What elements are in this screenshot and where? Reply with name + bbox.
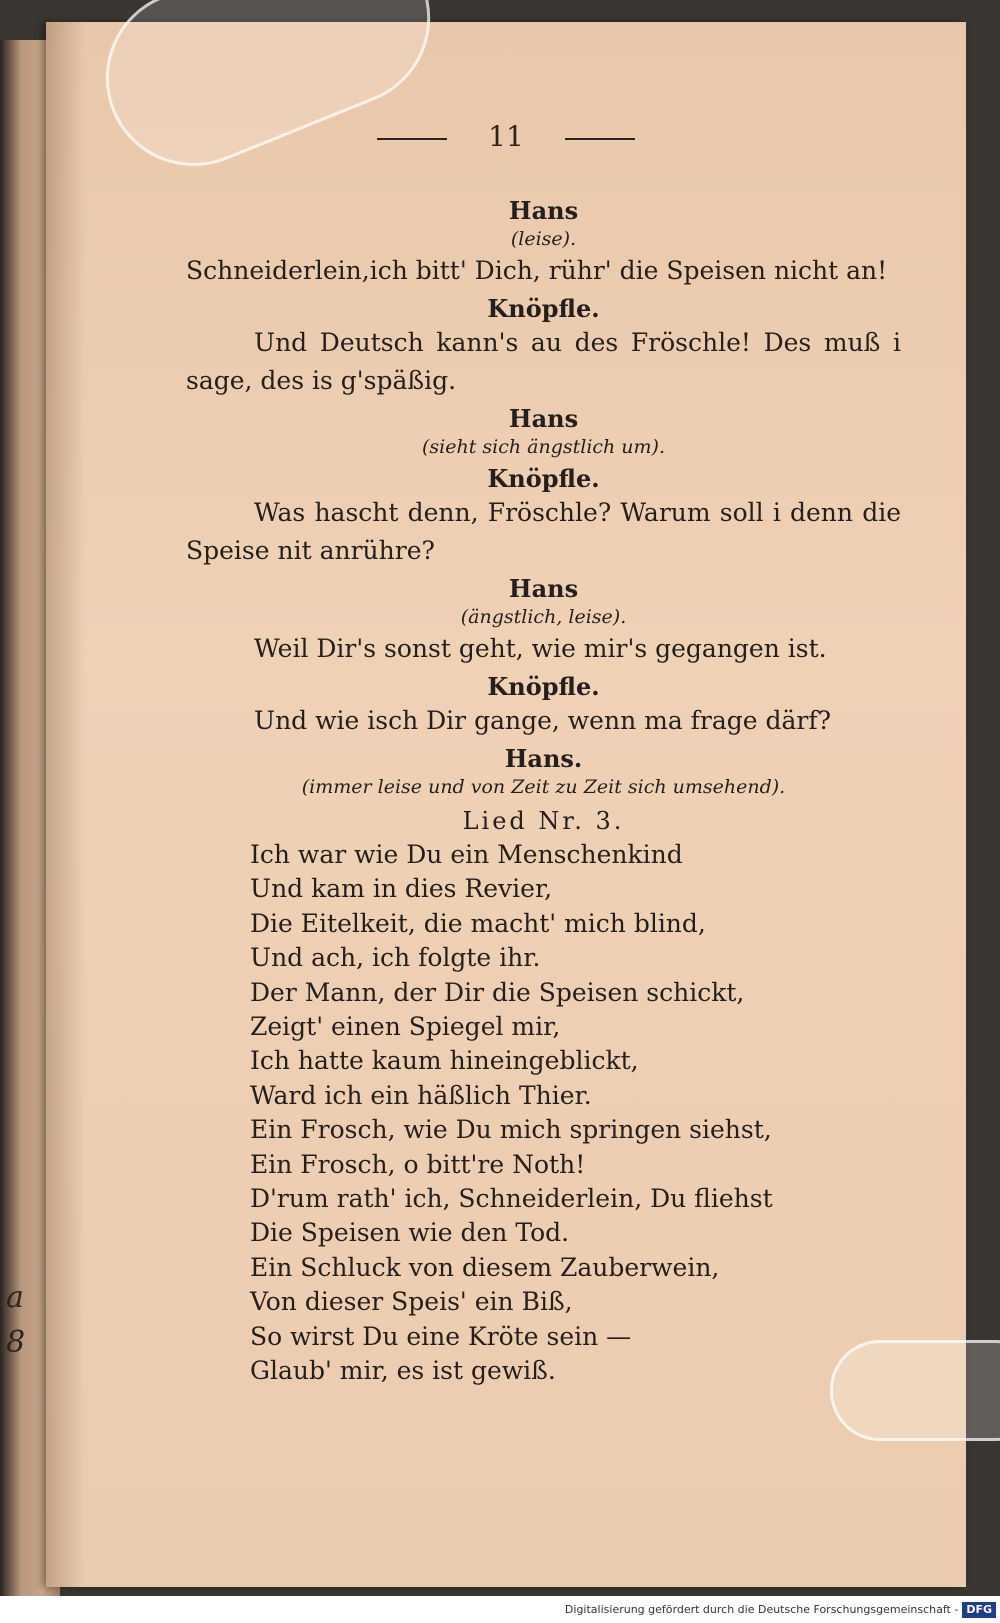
stage-direction: (immer leise und von Zeit zu Zeit sich umsehend). [301,776,786,798]
page-gutter-shadow [46,22,86,1587]
dialogue-line: Und wie isch Dir gange, wenn ma frage därf? [254,706,832,735]
verse-line: Ein Frosch, o bitt're Noth! [250,1149,586,1179]
verse-line: Ein Schluck von diesem Zauberwein, [250,1252,720,1282]
header-rule-right [565,138,635,140]
verse-line: D'rum rath' ich, Schneiderlein, Du fliehst [250,1184,773,1214]
book-page [46,22,966,1587]
song-title: Lied Nr. 3. [462,807,625,835]
speaker-name: Knöpfle. [487,464,600,493]
header-rule-left [377,138,447,140]
verse-line: Die Speisen wie den Tod. [250,1218,570,1248]
speaker-name: Knöpfle. [487,294,600,323]
dialogue-line: Was hascht denn, Fröschle? Warum soll i denn die Speise nit anrühre? [186,498,901,565]
footer-credit: Digitalisierung gefördert durch die Deutsche Forschungsgemeinschaft - [564,1603,959,1616]
dialogue-line: Schneiderlein,ich bitt' Dich, rühr' die Speisen nicht an! [186,256,888,285]
stage-direction: (leise). [510,228,577,250]
speaker-name: Hans. [504,744,583,773]
digitization-footer [0,1596,1000,1623]
verse-line: Ein Frosch, wie Du mich springen siehst, [250,1115,772,1145]
page-number: 11 [488,120,524,153]
page-text [186,192,901,1389]
speaker-name: Hans [508,196,579,225]
verse-line: Die Eitelkeit, die macht' mich blind, [250,908,706,938]
verse-line: Zeigt' einen Spiegel mir, [250,1012,561,1042]
speaker-name: Hans [508,574,579,603]
stage-direction: (sieht sich ängstlich um). [421,436,666,458]
verse-line: So wirst Du eine Kröte sein — [250,1321,632,1351]
dfg-logo: DFG [962,1602,996,1618]
verse-line: Von dieser Speis' ein Biß, [250,1287,573,1317]
speaker-name: Knöpfle. [487,672,600,701]
verse-line: Ich hatte kaum hineingeblickt, [250,1046,639,1076]
dialogue-line: Weil Dir's sonst geht, wie mir's gegangen ist. [254,634,827,663]
verse-line: Glaub' mir, es ist gewiß. [250,1356,556,1386]
glass-clip-bottom [830,1340,1000,1441]
verse-line: Und kam in dies Revier, [250,874,553,904]
verse-line: Und ach, ich folgte ihr. [250,943,541,973]
song-verse [186,838,901,1389]
stage-direction: (ängstlich, leise). [460,606,627,628]
verse-line: Ich war wie Du ein Menschenkind [250,840,683,869]
left-edge-fragment-1: a [6,1280,24,1315]
verse-line: Der Mann, der Dir die Speisen schickt, [250,977,745,1007]
dialogue-line: Und Deutsch kann's au des Fröschle! Des muß i sage, des is g'späßig. [186,328,901,395]
left-edge-fragment-2: 8 [6,1325,26,1360]
speaker-name: Hans [508,404,579,433]
verse-line: Ward ich ein häßlich Thier. [250,1080,592,1110]
